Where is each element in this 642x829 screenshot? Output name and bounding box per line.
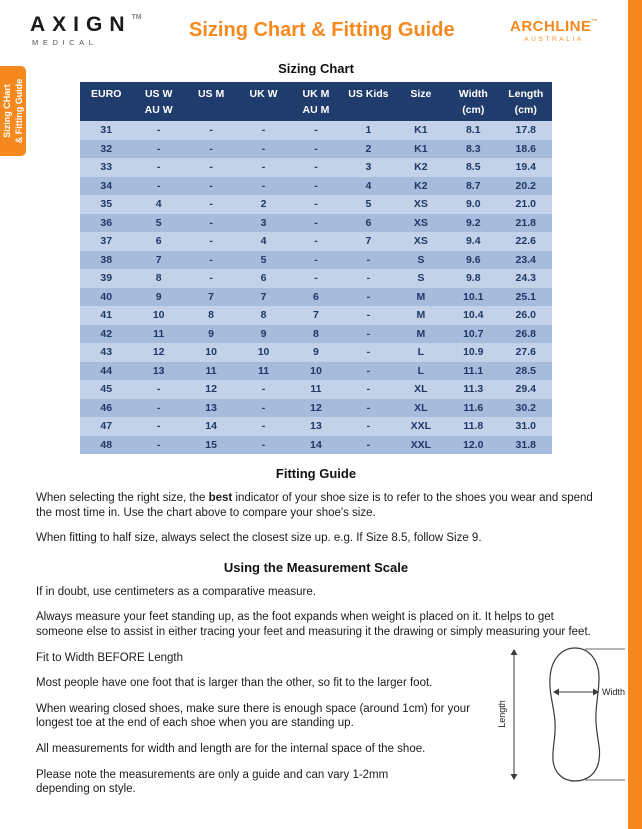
table-cell: 8.5 bbox=[465, 161, 481, 174]
table-cell: 23.4 bbox=[515, 253, 536, 266]
table-cell: 18.6 bbox=[515, 142, 536, 155]
table-cell: - bbox=[209, 179, 213, 192]
column-header: EURO bbox=[80, 82, 132, 121]
table-cell: M bbox=[416, 327, 426, 340]
table-cell: 48 bbox=[100, 438, 113, 451]
table-cell: - bbox=[261, 438, 266, 451]
column-header: Width (cm) bbox=[447, 82, 499, 121]
table-row bbox=[80, 306, 552, 325]
table-cell: 10.1 bbox=[463, 290, 484, 303]
table-cell: 5 bbox=[155, 216, 162, 229]
measure-paragraph-6: All measurements for width and length are for the internal space of the shoe. bbox=[36, 742, 426, 755]
table-cell: 21.8 bbox=[515, 216, 536, 229]
table-cell: 6 bbox=[365, 216, 372, 229]
table-cell: K2 bbox=[414, 179, 428, 192]
column-header: US M bbox=[185, 82, 237, 121]
table-cell: 8.7 bbox=[465, 179, 481, 192]
table-cell: - bbox=[261, 179, 266, 192]
table-cell: - bbox=[314, 235, 318, 248]
table-cell: 12 bbox=[205, 383, 217, 396]
table-cell: - bbox=[156, 438, 161, 451]
table-cell: 22.6 bbox=[515, 235, 536, 248]
table-row bbox=[80, 158, 552, 177]
table-cell: S bbox=[417, 272, 425, 285]
fitting-paragraph-2: When fitting to half size, always select the closest size up. e.g. If Size 8.5, follow Size 9. bbox=[36, 532, 482, 545]
table-cell: XL bbox=[414, 383, 428, 396]
table-cell: S bbox=[417, 253, 425, 266]
table-cell: 7 bbox=[365, 235, 372, 248]
table-cell: 13 bbox=[152, 364, 165, 377]
table-cell: 24.3 bbox=[515, 272, 536, 285]
axign-trademark: TM bbox=[131, 14, 142, 21]
table-cell: 4 bbox=[365, 179, 372, 192]
table-cell: 10 bbox=[205, 346, 217, 359]
table-cell: 10 bbox=[310, 364, 322, 377]
table-row bbox=[80, 232, 552, 251]
table-cell: K1 bbox=[414, 124, 428, 137]
table-cell: - bbox=[209, 272, 213, 285]
table-cell: 8 bbox=[260, 309, 267, 322]
table-cell: 11.1 bbox=[463, 364, 484, 377]
table-cell: 40 bbox=[100, 290, 113, 303]
table-cell: - bbox=[209, 253, 213, 266]
table-cell: - bbox=[314, 253, 318, 266]
table-cell: 9 bbox=[260, 327, 267, 340]
table-cell: 9 bbox=[313, 346, 319, 359]
foot-outline bbox=[550, 648, 600, 781]
table-cell: 11.8 bbox=[463, 420, 484, 433]
table-row bbox=[80, 343, 552, 362]
column-header: US Kids bbox=[342, 82, 394, 121]
measure-paragraph-2: Always measure your feet standing up, as the foot expands when weight is placed on it. It helps to get someone else to assist in either tracing your feet and measuring it the drawing or simply measuring your feet. bbox=[36, 611, 591, 638]
table-cell: - bbox=[314, 179, 318, 192]
table-cell: 9 bbox=[155, 290, 162, 303]
table-row bbox=[80, 399, 552, 418]
column-header: Length (cm) bbox=[500, 82, 553, 121]
table-cell: 21.0 bbox=[515, 198, 536, 211]
table-cell: 3 bbox=[365, 161, 372, 174]
table-cell: - bbox=[156, 161, 161, 174]
table-cell: - bbox=[261, 142, 266, 155]
table-cell: 12.0 bbox=[463, 438, 484, 451]
archline-wordmark bbox=[510, 19, 598, 34]
table-row bbox=[80, 325, 552, 344]
table-header-row bbox=[80, 82, 552, 121]
table-cell: - bbox=[366, 309, 371, 322]
table-cell: 10.7 bbox=[463, 327, 484, 340]
table-cell: - bbox=[209, 142, 213, 155]
table-cell: - bbox=[314, 272, 318, 285]
table-cell: 12 bbox=[310, 401, 322, 414]
table-cell: 7 bbox=[260, 290, 267, 303]
table-cell: - bbox=[366, 438, 371, 451]
table-cell: - bbox=[366, 272, 371, 285]
table-cell: 8.1 bbox=[465, 124, 481, 137]
table-cell: 8 bbox=[155, 272, 162, 285]
table-cell: 31.0 bbox=[515, 420, 536, 433]
table-cell: 5 bbox=[365, 198, 372, 211]
table-cell: - bbox=[261, 161, 266, 174]
fitting-paragraph-1 bbox=[36, 491, 596, 520]
table-cell: 7 bbox=[155, 253, 162, 266]
table-cell: M bbox=[416, 290, 426, 303]
table-cell: 7 bbox=[208, 290, 215, 303]
table-row bbox=[80, 288, 552, 307]
table-cell: 9.6 bbox=[465, 253, 481, 266]
table-cell: 10 bbox=[152, 309, 165, 322]
table-cell: 8 bbox=[208, 309, 215, 322]
table-cell: 6 bbox=[260, 272, 267, 285]
table-row bbox=[80, 121, 552, 140]
column-header: UK W bbox=[237, 82, 289, 121]
archline-name-text: ARCHLINE bbox=[510, 17, 592, 35]
table-cell: 14 bbox=[205, 420, 217, 433]
table-cell: 28.5 bbox=[515, 364, 536, 377]
archline-logo bbox=[510, 19, 598, 43]
column-header: US W AU W bbox=[132, 82, 184, 121]
table-cell: XS bbox=[413, 198, 428, 211]
table-row bbox=[80, 417, 552, 436]
table-cell: - bbox=[314, 161, 318, 174]
table-cell: 10.9 bbox=[463, 346, 484, 359]
table-cell: 6 bbox=[155, 235, 162, 248]
table-row bbox=[80, 269, 552, 288]
table-cell: 13 bbox=[310, 420, 322, 433]
table-cell: XXL bbox=[410, 438, 432, 451]
table-cell: 15 bbox=[205, 438, 217, 451]
table-cell: - bbox=[314, 142, 318, 155]
table-cell: 10.4 bbox=[463, 309, 484, 322]
table-cell: - bbox=[209, 124, 213, 137]
table-cell: 8 bbox=[313, 327, 319, 340]
table-cell: 47 bbox=[100, 420, 113, 433]
table-cell: 26.8 bbox=[515, 327, 536, 340]
axign-name-text: AXIGN bbox=[30, 13, 132, 36]
table-cell: 33 bbox=[100, 161, 113, 174]
table-cell: 11 bbox=[310, 383, 322, 396]
table-cell: - bbox=[366, 253, 371, 266]
foot-measurement-diagram bbox=[497, 644, 632, 784]
table-cell: - bbox=[366, 401, 371, 414]
table-cell: - bbox=[261, 401, 266, 414]
archline-trademark: ™ bbox=[591, 18, 598, 25]
fitting-p1-bold: best bbox=[208, 492, 233, 504]
table-cell: 9.0 bbox=[465, 198, 481, 211]
table-cell: 45 bbox=[100, 383, 113, 396]
table-cell: 29.4 bbox=[515, 383, 536, 396]
table-cell: - bbox=[314, 124, 318, 137]
fitting-guide-heading: Fitting Guide bbox=[275, 466, 357, 481]
axign-logo bbox=[30, 14, 142, 47]
table-cell: - bbox=[366, 364, 371, 377]
header bbox=[0, 0, 642, 53]
table-cell: - bbox=[261, 420, 266, 433]
table-cell: 11.3 bbox=[463, 383, 484, 396]
table-row bbox=[80, 140, 552, 159]
table-cell: 31 bbox=[100, 124, 113, 137]
table-cell: - bbox=[156, 179, 161, 192]
table-cell: 43 bbox=[100, 346, 113, 359]
table-cell: 4 bbox=[260, 235, 267, 248]
table-cell: 13 bbox=[205, 401, 217, 414]
table-cell: XXL bbox=[410, 420, 432, 433]
sizing-chart-table bbox=[80, 82, 552, 454]
table-cell: - bbox=[366, 383, 371, 396]
table-cell: 36 bbox=[100, 216, 113, 229]
table-cell: 7 bbox=[313, 309, 319, 322]
measure-paragraph-3: Fit to Width BEFORE Length bbox=[36, 651, 184, 664]
table-row bbox=[80, 436, 552, 455]
table-cell: 46 bbox=[100, 401, 113, 414]
table-cell: 44 bbox=[100, 364, 113, 377]
table-cell: 39 bbox=[100, 272, 113, 285]
table-row bbox=[80, 214, 552, 233]
table-cell: - bbox=[366, 420, 371, 433]
table-row bbox=[80, 251, 552, 270]
table-cell: L bbox=[417, 346, 425, 359]
sizing-chart-heading: Sizing Chart bbox=[278, 61, 354, 76]
table-cell: - bbox=[314, 198, 318, 211]
archline-tagline: AUSTRALIA bbox=[524, 35, 584, 43]
table-cell: - bbox=[156, 401, 161, 414]
column-header: Size bbox=[395, 82, 447, 121]
table-cell: 34 bbox=[100, 179, 113, 192]
table-cell: - bbox=[209, 161, 213, 174]
column-header: UK M AU M bbox=[290, 82, 342, 121]
table-cell: - bbox=[156, 124, 161, 137]
table-cell: 8.3 bbox=[465, 142, 481, 155]
table-cell: 11 bbox=[257, 364, 270, 377]
table-cell: - bbox=[209, 235, 213, 248]
table-cell: 1 bbox=[365, 124, 372, 137]
table-cell: 9.8 bbox=[465, 272, 481, 285]
table-cell: 9.4 bbox=[465, 235, 481, 248]
measure-paragraph-5: When wearing closed shoes, make sure there is enough space (around 1cm) for your longest toe at the end of each shoe when you are standing up. bbox=[36, 702, 471, 730]
table-cell: M bbox=[416, 309, 426, 322]
table-cell: 4 bbox=[155, 198, 162, 211]
table-cell: 2 bbox=[365, 142, 372, 155]
table-cell: - bbox=[156, 383, 161, 396]
table-cell: - bbox=[261, 124, 266, 137]
table-cell: 31.8 bbox=[515, 438, 536, 451]
axign-tagline: MEDICAL bbox=[32, 38, 98, 47]
table-cell: XL bbox=[414, 401, 428, 414]
table-cell: 14 bbox=[310, 438, 322, 451]
table-cell: 11 bbox=[205, 364, 217, 377]
table-cell: - bbox=[314, 216, 318, 229]
table-cell: 26.0 bbox=[515, 309, 536, 322]
table-cell: - bbox=[156, 420, 161, 433]
table-cell: 9.2 bbox=[465, 216, 481, 229]
table-cell: - bbox=[366, 327, 371, 340]
table-cell: 2 bbox=[260, 198, 267, 211]
table-row bbox=[80, 362, 552, 381]
table-row bbox=[80, 380, 552, 399]
table-row bbox=[80, 177, 552, 196]
fitting-p1-post: indicator of your shoe size is to refer to the shoes you wear and spend the most time in. Use the chart above to compare your shoe's size. bbox=[36, 492, 593, 519]
table-cell: 9 bbox=[208, 327, 215, 340]
table-cell: 38 bbox=[100, 253, 113, 266]
table-cell: - bbox=[209, 216, 213, 229]
axign-wordmark bbox=[30, 14, 142, 35]
width-label: Width bbox=[602, 687, 626, 697]
table-cell: 11 bbox=[153, 327, 165, 340]
table-cell: L bbox=[417, 364, 425, 377]
table-row bbox=[80, 195, 552, 214]
measure-paragraph-1: If in doubt, use centimeters as a comparative measure. bbox=[36, 585, 316, 598]
table-cell: 11.6 bbox=[463, 401, 484, 414]
table-cell: - bbox=[366, 290, 371, 303]
table-cell: XS bbox=[413, 235, 428, 248]
table-cell: 12 bbox=[152, 346, 165, 359]
measurement-scale-heading: Using the Measurement Scale bbox=[223, 559, 409, 575]
table-cell: 37 bbox=[100, 235, 113, 248]
table-cell: 35 bbox=[100, 198, 113, 211]
table-cell: - bbox=[261, 383, 266, 396]
table-cell: 32 bbox=[100, 142, 113, 155]
table-cell: 41 bbox=[100, 309, 113, 322]
side-tab-label bbox=[1, 79, 25, 144]
table-cell: - bbox=[209, 198, 213, 211]
side-tab-line2: & Fitting Guide bbox=[14, 78, 24, 144]
table-cell: 42 bbox=[100, 327, 113, 340]
table-cell: 19.4 bbox=[515, 161, 536, 174]
table-cell: - bbox=[156, 142, 161, 155]
page-title: Sizing Chart & Fitting Guide bbox=[189, 19, 455, 41]
side-tab-line1: Sizing CHart bbox=[1, 84, 12, 138]
table-cell: 10 bbox=[257, 346, 270, 359]
measure-paragraph-4: Most people have one foot that is larger than the other, so fit to the larger foot. bbox=[36, 677, 433, 690]
length-label: Length bbox=[497, 700, 507, 728]
table-cell: 3 bbox=[260, 216, 267, 229]
table-cell: 25.1 bbox=[515, 290, 536, 303]
table-cell: XS bbox=[413, 216, 428, 229]
table-cell: 30.2 bbox=[515, 401, 536, 414]
table-cell: K1 bbox=[414, 142, 428, 155]
table-cell: 27.6 bbox=[515, 346, 536, 359]
table-cell: 5 bbox=[260, 253, 267, 266]
table-cell: 17.8 bbox=[515, 124, 536, 137]
table-cell: 6 bbox=[313, 290, 319, 303]
side-tab bbox=[0, 66, 26, 156]
table-cell: - bbox=[366, 346, 371, 359]
table-cell: 20.2 bbox=[515, 179, 536, 192]
measure-paragraph-7: Please note the measurements are only a guide and can vary 1-2mm depending on style. bbox=[36, 768, 389, 796]
table-cell: K2 bbox=[414, 161, 428, 174]
fitting-p1-pre: When selecting the right size, the bbox=[36, 492, 209, 504]
